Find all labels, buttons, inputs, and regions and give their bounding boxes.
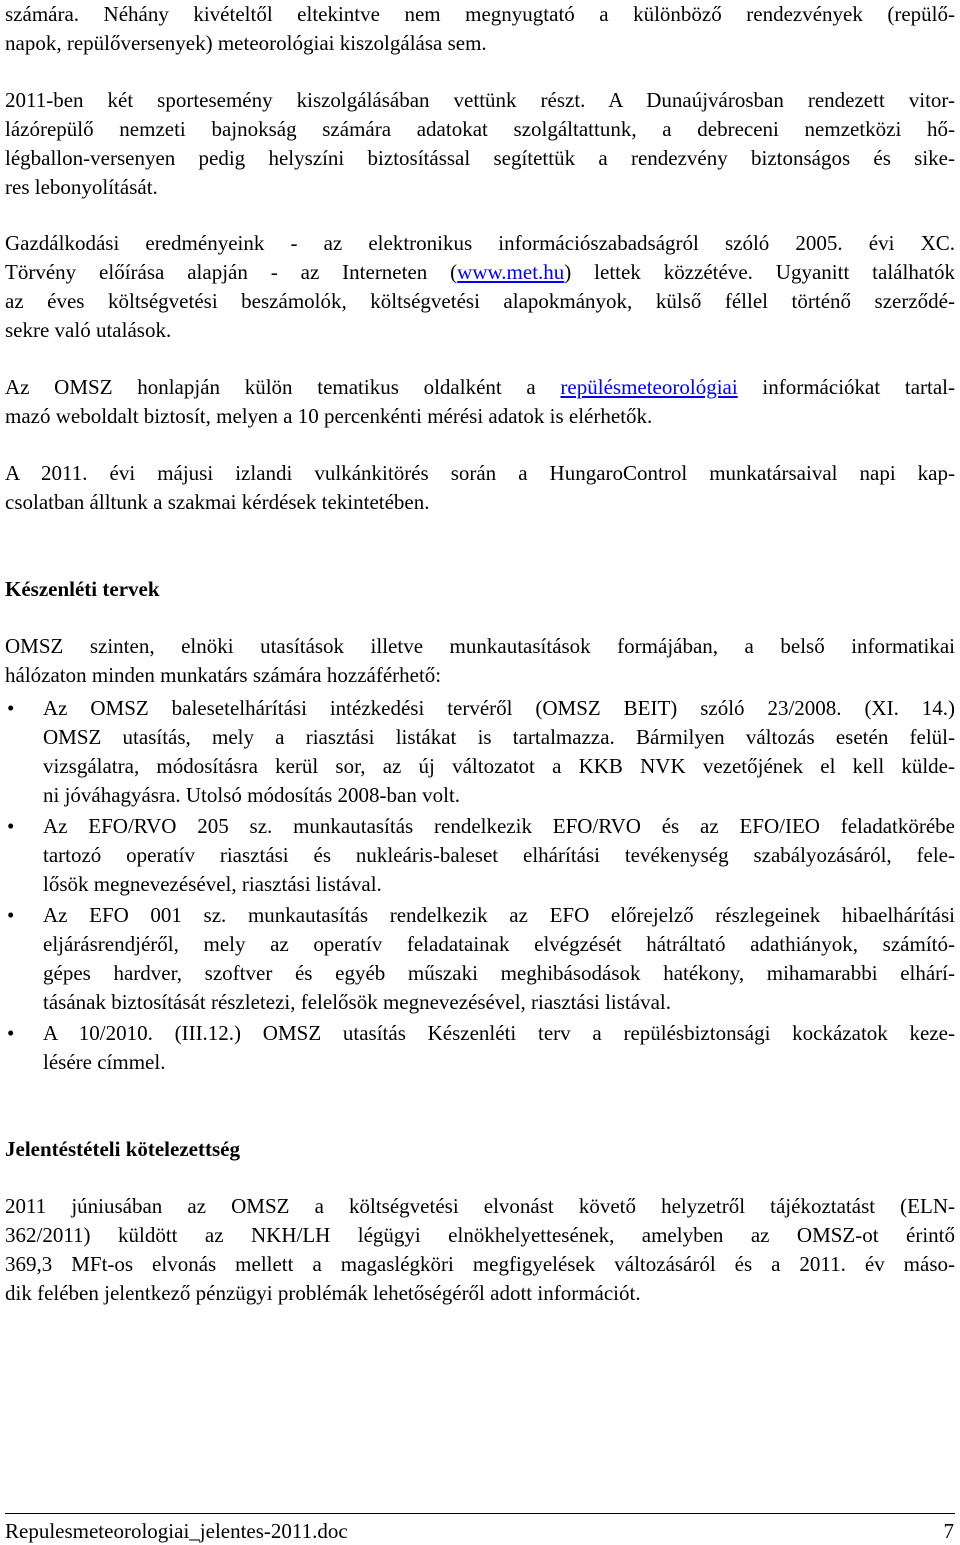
list-item-line: vizsgálatra, módosításra kerül sor, az új változatot a KKB NVK vezetőjének el kell külde- (43, 754, 955, 778)
omsz-line-2: mazó weboldalt biztosít, melyen a 10 percenkénti mérési adatok is elérhetők. (5, 404, 653, 428)
volcano-line-1: A 2011. évi májusi izlandi vulkánkitörés során a HungaroControl munkatársaival napi kap- (5, 461, 955, 485)
bullet-icon: • (7, 814, 15, 838)
econ-line-2 (5, 258, 955, 287)
econ-line-2-pre: Törvény előírása alapján - az Interneten ( (5, 260, 458, 284)
footer-filename: Repulesmeteorologiai_jelentes-2011.doc (5, 1519, 348, 1543)
section2-line-1: 2011 júniusában az OMSZ a költségvetési elvonást követő helyzetről tájékoztatást (ELN- (5, 1194, 955, 1218)
list-item-line: Az EFO/RVO 205 sz. munkautasítás rendelkezik EFO/RVO és az EFO/IEO feladatkörébe (43, 814, 955, 838)
list-item-line: gépes hardver, szoftver és egyéb műszaki meghibásodások hatékony, mihamarabbi elhárí- (43, 961, 955, 985)
list-item-line: OMSZ utasítás, mely a riasztási listákat is tartalmazza. Bármilyen változás esetén felül- (43, 725, 955, 749)
section2-line-3: 369,3 MFt-os elvonás mellett a magaslégköri megfigyelések változásáról és a 2011. év máso- (5, 1252, 955, 1276)
intro-line-2: napok, repülőversenyek) meteorológiai kiszolgálása sem. (5, 31, 487, 55)
list-item-line: Az OMSZ balesetelhárítási intézkedési tervéről (OMSZ BEIT) szóló 23/2008. (XI. 14.) (43, 696, 955, 720)
list-item-line: tásának biztosítását részletezi, felelősök megnevezésével, riasztási listával. (43, 990, 671, 1014)
bullet-icon: • (7, 1021, 15, 1045)
section2-line-4: dik felében jelentkező pénzügyi problémák lehetőségéről adott információt. (5, 1281, 641, 1305)
econ-line-2-post: ) lettek közzétéve. Ugyanitt találhatók (564, 260, 955, 284)
section2-line-2: 362/2011) küldött az NKH/LH légügyi elnökhelyettesének, amelyben az OMSZ-ot érintő (5, 1223, 955, 1247)
list-item-line: A 10/2010. (III.12.) OMSZ utasítás Készenléti terv a repülésbiztonsági kockázatok keze- (43, 1021, 955, 1045)
section1-paragraph-line-1: OMSZ szinten, elnöki utasítások illetve munkautasítások formájában, a belső informatikai (5, 634, 955, 658)
econ-line-1: Gazdálkodási eredményeink - az elektronikus információszabadságról szóló 2005. évi XC. (5, 231, 955, 255)
bullet-icon: • (7, 903, 15, 927)
omsz-line-1-pre: Az OMSZ honlapján külön tematikus oldalként a (5, 375, 561, 399)
intro-line-1: számára. Néhány kivételtől eltekintve nem megnyugtató a különböző rendezvények (repülő- (5, 2, 955, 26)
sport-line-4: res lebonyolítását. (5, 175, 158, 199)
section-heading-jelentestételi: Jelentéstételi kötelezettség (5, 1137, 240, 1161)
footer-page-number: 7 (943, 1519, 954, 1543)
econ-line-4: sekre való utalások. (5, 318, 172, 342)
bullet-icon: • (7, 696, 15, 720)
list-item-line: tartozó operatív riasztási és nukleáris-baleset elhárítási tevékenység szabályozásáról, fele- (43, 843, 955, 867)
list-item-line: eljárásrendjéről, mely az operatív feladatainak elvégzését hátráltató adathiányok, számító- (43, 932, 955, 956)
section1-paragraph-line-2: hálózaton minden munkatárs számára hozzáférhető: (5, 663, 442, 687)
list-item-line: lősök megnevezésével, riasztási listával. (43, 872, 382, 896)
sport-line-3: légballon-versenyen pedig helyszíni biztosítással segítettük a rendezvény biztonságos és sike- (5, 146, 955, 170)
list-item-line: lésére címmel. (43, 1050, 166, 1074)
sport-line-2: lázórepülő nemzeti bajnokság számára adatokat szolgáltattunk, a debreceni nemzetközi hő- (5, 117, 955, 141)
list-item-line: Az EFO 001 sz. munkautasítás rendelkezik az EFO előrejelző részlegeinek hibaelhárítási (43, 903, 955, 927)
volcano-line-2: csolatban álltunk a szakmai kérdések tekintetében. (5, 490, 430, 514)
footer-divider (5, 1513, 955, 1514)
repulesmeteorologiai-link[interactable]: repülésmeteorológiai (560, 375, 738, 399)
met-hu-link[interactable]: www.met.hu (457, 260, 565, 284)
omsz-line-1 (5, 373, 955, 402)
list-item-line: ni jóváhagyásra. Utolsó módosítás 2008-ban volt. (43, 783, 461, 807)
section-heading-keszenleti: Készenléti tervek (5, 577, 160, 601)
omsz-line-1-post: információkat tartal- (737, 375, 955, 399)
sport-line-1: 2011-ben két sportesemény kiszolgálásában vettünk részt. A Dunaújvárosban rendezett vitor- (5, 88, 955, 112)
econ-line-3: az éves költségvetési beszámolók, költségvetési alapokmányok, külső féllel történő szerződé- (5, 289, 955, 313)
